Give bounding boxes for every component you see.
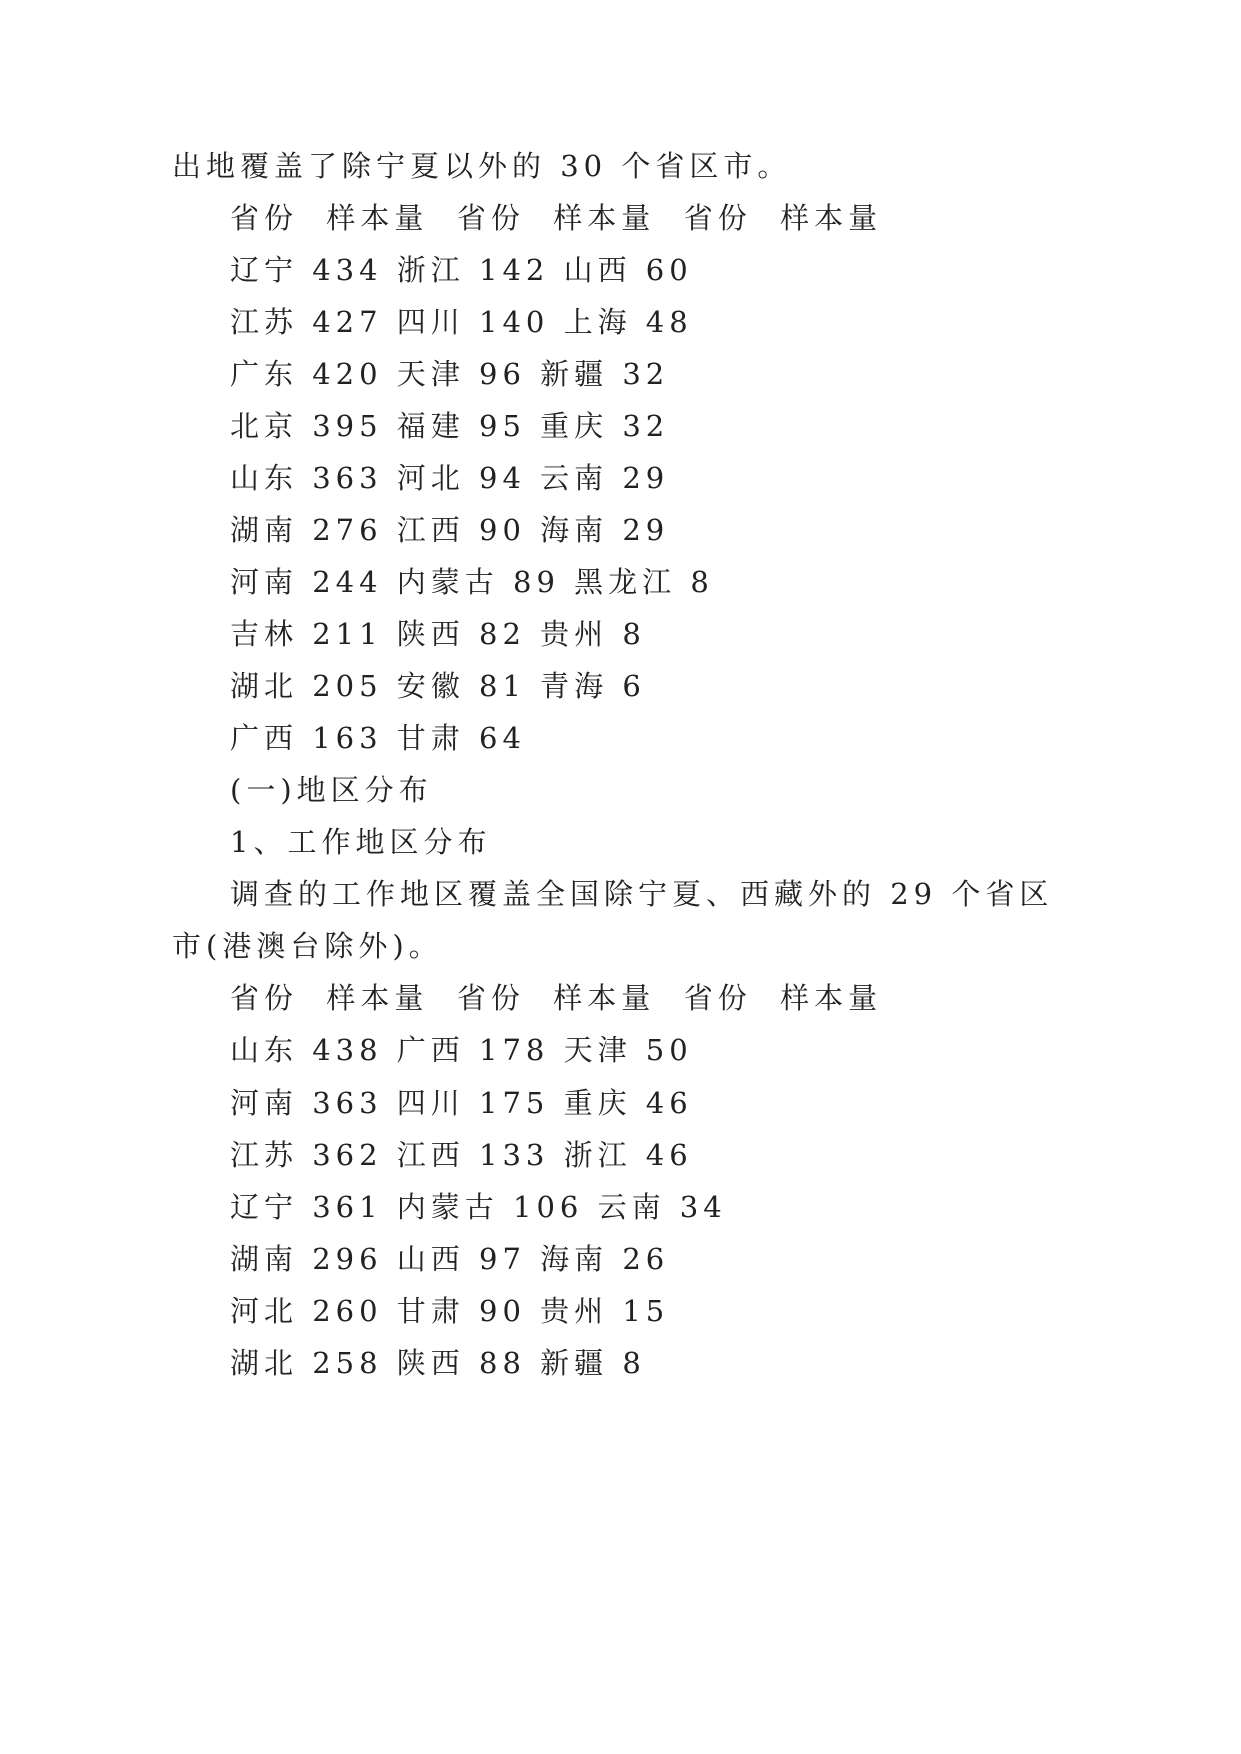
table-row: 河南 363 四川 175 重庆 46 (230, 1086, 693, 1120)
table-row: 江苏 427 四川 140 上海 48 (230, 305, 693, 339)
table-row: 湖北 205 安徽 81 青海 6 (230, 669, 646, 703)
section-heading: (一)地区分布 (230, 773, 433, 807)
subsection-heading: 1、工作地区分布 (230, 825, 492, 859)
table-row: 辽宁 434 浙江 142 山西 60 (230, 253, 693, 287)
table-row: 江苏 362 江西 133 浙江 46 (230, 1138, 693, 1172)
table-row: 河北 260 甘肃 90 贵州 15 (230, 1294, 670, 1328)
table-row: 湖南 276 江西 90 海南 29 (230, 513, 670, 547)
paragraph-continuation: 出地覆盖了除宁夏以外的 30 个省区市。 (172, 149, 792, 183)
table-row: 广东 420 天津 96 新疆 32 (230, 357, 670, 391)
table-row: 北京 395 福建 95 重庆 32 (230, 409, 670, 443)
paragraph-line: 调查的工作地区覆盖全国除宁夏、西藏外的 29 个省区 (230, 877, 1054, 911)
table-row: 广西 163 甘肃 64 (230, 721, 526, 755)
table-row: 山东 438 广西 178 天津 50 (230, 1033, 693, 1067)
table-header-1: 省份 样本量 省份 样本量 省份 样本量 (230, 201, 883, 235)
table-row: 山东 363 河北 94 云南 29 (230, 461, 670, 495)
table-row: 河南 244 内蒙古 89 黑龙江 8 (230, 565, 714, 599)
table-row: 湖南 296 山西 97 海南 26 (230, 1242, 670, 1276)
paragraph-line: 市(港澳台除外)。 (172, 929, 443, 963)
table-row: 湖北 258 陕西 88 新疆 8 (230, 1346, 646, 1380)
table-row: 辽宁 361 内蒙古 106 云南 34 (230, 1190, 727, 1224)
table-header-2: 省份 样本量 省份 样本量 省份 样本量 (230, 981, 883, 1015)
table-row: 吉林 211 陕西 82 贵州 8 (230, 617, 646, 651)
